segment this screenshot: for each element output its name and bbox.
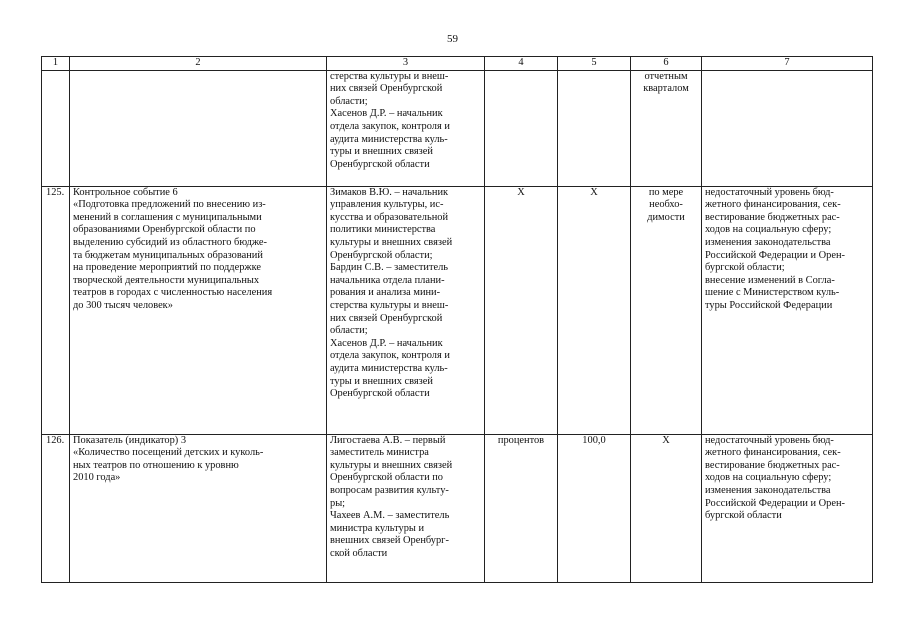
text-line: области; — [330, 95, 368, 107]
text-line: бургской области; — [705, 262, 785, 274]
header-row — [42, 57, 873, 71]
row-risks — [702, 70, 873, 186]
text-line: шение с Министерством куль- — [705, 287, 840, 299]
table-row — [42, 186, 873, 434]
text-line: жетного финансирования, сек- — [705, 447, 841, 459]
text-line: выделению субсидий из областного бюдже- — [73, 236, 267, 248]
text-line: Лигостаева А.В. – первый — [330, 434, 446, 446]
text-line: рования и анализа мини- — [330, 287, 441, 299]
text-line: изменения законодательства — [705, 484, 831, 496]
text-line: внешних связей Оренбург- — [330, 535, 449, 547]
text-line: Показатель (индикатор) 3 — [73, 434, 187, 446]
text-line: Хасенов Д.Р. – начальник — [330, 337, 443, 349]
text-line: творческой деятельности муниципальных — [73, 274, 260, 286]
row-value — [558, 70, 631, 186]
text-line: недостаточный уровень бюд- — [705, 434, 834, 446]
table-row — [42, 70, 873, 186]
table-row — [42, 434, 873, 582]
text-line: Оренбургской области — [330, 388, 430, 400]
text-line: до 300 тысяч человек» — [73, 299, 173, 311]
text-line: управления культуры, ис- — [330, 199, 444, 211]
text-line: изменения законодательства — [705, 236, 831, 248]
text-line: вестирование бюджетных рас- — [705, 211, 840, 223]
text-line: отдела закупок, контроля и — [330, 350, 450, 362]
text-line: министра культуры и — [330, 522, 425, 534]
text-line: театров в городах с численностью населения — [73, 287, 273, 299]
row-description — [70, 186, 327, 434]
row-value: 100,0 — [558, 434, 631, 582]
text-line: политики министерства — [330, 224, 436, 236]
text-line: отчетным — [644, 70, 688, 82]
text-line: менений в соглашения с муниципальными — [73, 211, 262, 223]
row-term — [631, 434, 702, 582]
text-line: стерства культуры и внеш- — [330, 299, 449, 311]
text-line: них связей Оренбургской — [330, 83, 443, 95]
row-unit: процентов — [485, 434, 558, 582]
text-line: необхо- — [649, 199, 683, 211]
text-line: культуры и внешних связей — [330, 236, 453, 248]
row-responsible — [327, 186, 485, 434]
row-responsible — [327, 70, 485, 186]
text-line: бургской области — [705, 510, 782, 522]
row-unit: Х — [485, 186, 558, 434]
text-line: по мере — [648, 186, 684, 198]
text-line: образованиями Оренбургской области по — [73, 224, 256, 236]
text-line: кусства и образовательной — [330, 211, 449, 223]
text-line: Российской Федерации и Орен- — [705, 497, 845, 509]
text-line: недостаточный уровень бюд- — [705, 186, 834, 198]
row-number: 125. — [42, 186, 70, 434]
text-line: кварталом — [643, 83, 689, 95]
row-description — [70, 434, 327, 582]
header-cell: 2 — [70, 57, 327, 71]
program-table — [41, 56, 873, 583]
text-line: вопросам развития культу- — [330, 484, 449, 496]
row-number: 126. — [42, 434, 70, 582]
page-number: 59 — [447, 33, 458, 45]
text-line: Зимаков В.Ю. – начальник — [330, 186, 449, 198]
text-line: ры; — [330, 497, 346, 509]
text-line: Х — [662, 434, 670, 446]
header-cell: 1 — [42, 57, 70, 71]
text-line: та бюджетам муниципальных образований — [73, 249, 263, 261]
text-line: Чахеев А.М. – заместитель — [330, 510, 450, 522]
text-line: димости — [647, 211, 685, 223]
row-term — [631, 70, 702, 186]
text-line: жетного финансирования, сек- — [705, 199, 841, 211]
text-line: туры и внешних связей — [330, 146, 433, 158]
header-cell: 5 — [558, 57, 631, 71]
text-line: вестирование бюджетных рас- — [705, 459, 840, 471]
row-term — [631, 186, 702, 434]
header-cell: 4 — [485, 57, 558, 71]
row-description — [70, 70, 327, 186]
text-line: культуры и внешних связей — [330, 459, 453, 471]
text-line: начальника отдела плани- — [330, 274, 445, 286]
text-line: области; — [330, 325, 368, 337]
text-line: ных театров по отношению к уровню — [73, 459, 239, 471]
row-risks — [702, 434, 873, 582]
text-line: Контрольное событие 6 — [73, 186, 178, 198]
row-responsible — [327, 434, 485, 582]
text-line: заместитель министра — [330, 447, 429, 459]
text-line: Бардин С.В. – заместитель — [330, 262, 449, 274]
text-line: ходов на социальную сферу; — [705, 472, 832, 484]
text-line: аудита министерства куль- — [330, 133, 448, 145]
row-number — [42, 70, 70, 186]
text-line: отдела закупок, контроля и — [330, 120, 450, 132]
header-cell: 6 — [631, 57, 702, 71]
text-line: Оренбургской области — [330, 158, 430, 170]
text-line: них связей Оренбургской — [330, 312, 443, 324]
text-line: Оренбургской области; — [330, 249, 433, 261]
text-line: туры Российской Федерации — [705, 299, 833, 311]
text-line: 2010 года» — [73, 472, 121, 484]
text-line: внесение изменений в Согла- — [705, 274, 835, 286]
text-line: туры и внешних связей — [330, 375, 433, 387]
text-line: Хасенов Д.Р. – начальник — [330, 108, 443, 120]
text-line: Оренбургской области по — [330, 472, 443, 484]
text-line: аудита министерства куль- — [330, 362, 448, 374]
header-cell: 7 — [702, 57, 873, 71]
header-cell: 3 — [327, 57, 485, 71]
text-line: стерства культуры и внеш- — [330, 70, 449, 82]
text-line: ходов на социальную сферу; — [705, 224, 832, 236]
text-line: «Подготовка предложений по внесению из- — [73, 199, 266, 211]
row-unit — [485, 70, 558, 186]
row-risks — [702, 186, 873, 434]
text-line: «Количество посещений детских и куколь- — [73, 447, 264, 459]
row-value: Х — [558, 186, 631, 434]
text-line: на проведение мероприятий по поддержке — [73, 262, 261, 274]
text-line: ской области — [330, 547, 388, 559]
text-line: Российской Федерации и Орен- — [705, 249, 845, 261]
